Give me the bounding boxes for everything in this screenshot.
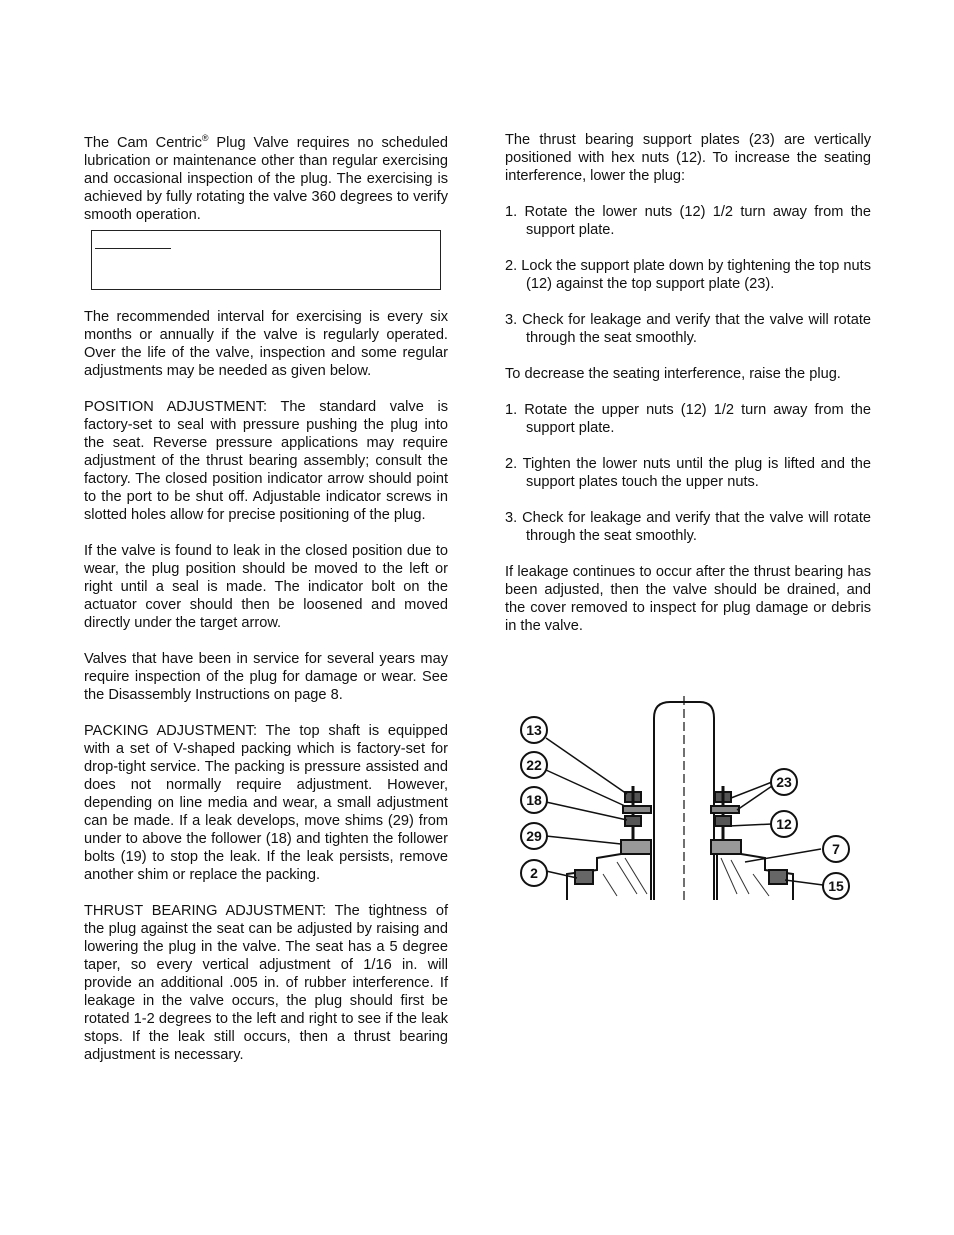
intro-paragraph: The Cam Centric® Plug Valve requires no scheduled lubrication or maintenance other than regular exercising and occasional inspection of the plug. The exercising is achieved by fully rotating the valve 360 degrees to verify smooth operation. — [84, 133, 448, 223]
decrease-step-2: 2. Tighten the lower nuts until the plug is lifted and the support plates touch the upper nuts. — [505, 456, 871, 490]
left-lower-nut — [625, 816, 641, 826]
closing-paragraph: If leakage continues to occur after the thrust bearing has been adjusted, then the valve should be drained, and the cover removed to inspect for plug damage or debris in the valve. — [505, 564, 871, 634]
decrease-step-3: 3. Check for leakage and verify that the valve will rotate through the seat smoothly. — [505, 510, 871, 544]
callout-7: 7 — [832, 841, 840, 857]
interval-paragraph: The recommended interval for exercising is every six months or annually if the valve is regularly operated. Over the life of the valve, inspection and some regular adjustments may be needed as given below. — [84, 309, 448, 379]
packing-adjustment-paragraph: PACKING ADJUSTMENT: The top shaft is equipped with a set of V-shaped packing which is factory-set for drop-tight service. The packing is pressure assisted and does not normally require adjustment. However, depending on line media and wear, a small adjustment can be made. If a leak develops, move shims (29) from under to above the follower (18) and tighten the follower bolts (19) to stop the leak. If the leak persists, remove another shim or replace the packing. — [84, 723, 448, 883]
decrease-paragraph: To decrease the seating interference, raise the plug. — [505, 366, 841, 382]
left-follower — [621, 840, 651, 854]
callout-15: 15 — [828, 878, 844, 894]
right-column — [505, 131, 871, 635]
service-paragraph: Valves that have been in service for several years may require inspection of the plug for damage or wear. See the Disassembly Instructions on page 8. — [84, 651, 448, 703]
position-adjustment-paragraph: POSITION ADJUSTMENT: The standard valve is factory-set to seal with pressure pushing the plug into the seat. Reverse pressure applications may require adjustment of the thrust bearing assembly; consult the factory. The closed position indicator arrow should point to the port to be shut off. Adjustable indicator screws in slotted holes allow for precise positioning of the plug. — [84, 399, 448, 523]
callout-22: 22 — [526, 757, 542, 773]
left-column — [84, 134, 448, 1064]
right-support-plate — [711, 806, 739, 813]
right-lower-nut — [715, 816, 731, 826]
callout-13: 13 — [526, 722, 542, 738]
leak-paragraph: If the valve is found to leak in the closed position due to wear, the plug position should be moved to the left or right until a seal is made. The indicator bolt on the actuator cover should then be loosened and moved directly under the target arrow. — [84, 543, 448, 631]
thrust-bearing-paragraph: THRUST BEARING ADJUSTMENT: The tightness of the plug against the seat can be adjusted by raising and lowering the plug in the valve. The seat has a 5 degree taper, so every vertical adjustment of 1/16 in. will provide an additional .005 in. of rubber interference. If leakage in the valve occurs, the plug should first be rotated 1-2 degrees to the left and right to see if the leak stops. If the leak still occurs, then a thrust bearing adjustment is necessary. — [84, 903, 448, 1063]
left-cover-bolt — [575, 870, 593, 884]
increase-step-3: 3. Check for leakage and verify that the valve will rotate through the seat smoothly. — [505, 312, 871, 346]
note-underline — [95, 248, 171, 249]
callout-12: 12 — [776, 816, 792, 832]
left-support-plate — [623, 806, 651, 813]
note-box — [91, 230, 441, 290]
increase-step-2: 2. Lock the support plate down by tightening the top nuts (12) against the top support plate (23). — [505, 258, 871, 292]
callout-2: 2 — [530, 865, 538, 881]
callout-23: 23 — [776, 774, 792, 790]
support-plates-paragraph: The thrust bearing support plates (23) are vertically positioned with hex nuts (12). To increase the seating interference, lower the plug: — [505, 132, 871, 184]
registered-mark: ® — [201, 133, 209, 144]
thrust-bearing-diagram — [517, 694, 857, 906]
decrease-step-1: 1. Rotate the upper nuts (12) 1/2 turn away from the support plate. — [505, 402, 871, 436]
right-cover-bolt — [769, 870, 787, 884]
callout-18: 18 — [526, 792, 542, 808]
increase-step-1-text: 1. Rotate the lower nuts (12) 1/2 turn away from the support plate. — [505, 204, 871, 238]
right-follower — [711, 840, 741, 854]
callout-29: 29 — [526, 828, 542, 844]
